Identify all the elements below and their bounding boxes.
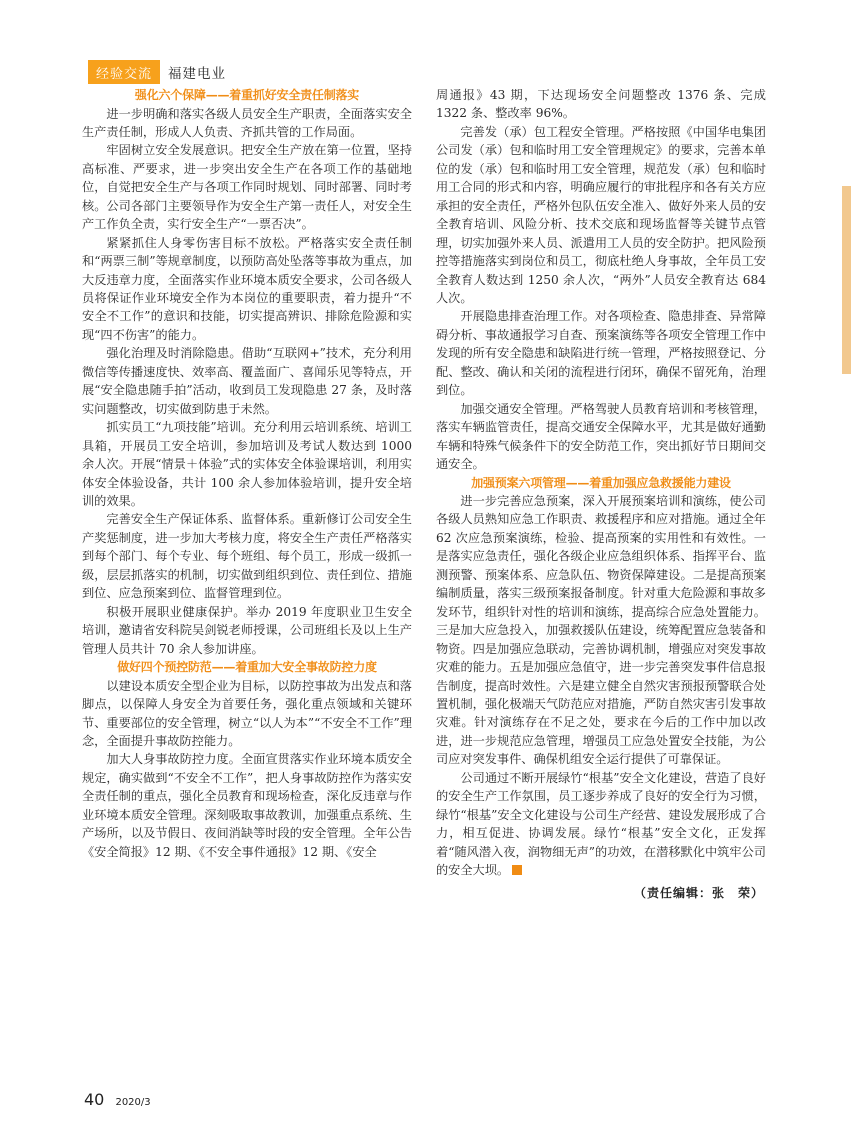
body-paragraph: 牢固树立安全发展意识。把安全生产放在第一位置，坚持高标准、严要求，进一步突出安全生产在各项工作的基础地位，自觉把安全生产与各项工作同时规划、同时部署、同时考核。公司各部门主要领导作为安全生产第一责任人，对安全生产工作负全责，实行安全生产“一票否决”。	[82, 143, 412, 232]
body-paragraph: 紧紧抓住人身零伤害目标不放松。严格落实安全责任制和“两票三制”等规章制度，以预防高处坠落等事故为重点，加大反违章力度，全面落实作业环境本质安全要求，公司各级人员将保证作业环境安全作为本岗位的重要职责，着力提升“不安全不工作”的意识和技能，切实提高辨识、排除危险源和实现“四不伤害”的能力。	[82, 235, 412, 342]
body-paragraph: 进一步明确和落实各级人员安全生产职责，全面落实安全生产责任制，形成人人负责、齐抓共管的工作局面。	[82, 106, 412, 139]
editor-credit: （责任编辑：张 荣）	[633, 885, 764, 900]
section-heading: 加强预案六项管理——着重加强应急救援能力建设	[471, 475, 731, 490]
page-edge-tab	[842, 186, 851, 374]
body-paragraph: 进一步完善应急预案，深入开展预案培训和演练，使公司各级人员熟知应急工作职责、救援程序和应对措施。通过全年 62 次应急预案演练，检验、提高预案的实用性和有效性。一是落实应急责任，强化各级企业应急组织体系、指挥平台、监测预警、预案体系、应急队伍、物资保障建设。二是提高预案编制质量，落实三级预案报备制度。针对重大危险源和事故多发环节，组织针对性的培训和演练，提高综合应急处置能力。三是加大应急投入，加强救援队伍建设，统筹配置应急装备和物资。四是加强应急联动，完善协调机制，增强应对突发事故灾难的能力。五是加强应急值守，进一步完善突发事件信息报告制度，提高时效性。六是建立健全自然灾害预报预警联合处置机制，强化极端天气防范应对措施，严防自然灾害引发事故灾难。针对演练存在不足之处，要求在今后的工作中加以改进，进一步规范应急管理，增强员工应急处置安全技能，为公司应对突发事件、确保机组安全运行提供了可靠保证。	[436, 494, 766, 767]
page-number: 40	[84, 1090, 105, 1109]
body-paragraph: 公司通过不断开展绿竹“根基”安全文化建设，营造了良好的安全生产工作氛围，员工逐步养成了良好的安全行为习惯，绿竹“根基”安全文化建设与公司生产经营、建设发展形成了合力，相互促进、协调发展。绿竹“根基”安全文化，正发挥着“随风潜入夜，润物细无声”的功效，在潜移默化中筑牢公司的安全大坝。	[436, 770, 766, 878]
body-paragraph: 抓实员工“九项技能”培训。充分利用云培训系统、培训工具箱，开展员工安全培训，参加培训及考试人数达到 1000 余人次。开展“情景＋体验”式的实体安全体验课培训，利用实体安全体验设备，共计 100 余人参加体验培训，提升安全培训的效果。	[82, 420, 412, 509]
issue-date: 2020/3	[115, 1097, 151, 1108]
body-paragraph: 强化治理及时消除隐患。借助“互联网+”技术，充分利用微信等传播速度快、效率高、覆盖面广、喜闻乐见等特点，开展“安全隐患随手拍”活动，收到员工发现隐患 27 条，及时落实问题整改，切实做到防患于未然。	[82, 346, 412, 416]
section-heading: 做好四个预控防范——着重加大安全事故防控力度	[117, 660, 377, 675]
section-heading: 强化六个保障——着重抓好安全责任制落实	[134, 88, 360, 102]
body-paragraph: 积极开展职业健康保护。举办 2019 年度职业卫生安全培训，邀请省安科院吴剑锐老师授课，公司班组长及以上生产管理人员共计 70 余人参加讲座。	[82, 604, 412, 656]
body-paragraph: 加大人身事故防控力度。全面宣贯落实作业环境本质安全规定，确实做到“不安全不工作”，把人身事故防控作为落实安全责任制的重点，强化全员教育和现场检查，深化反违章与作业环境本质安全管理。深刻吸取事故教训，加强重点系统、生产场所，以及节假日、夜间消缺等时段的安全管理。全年公告《安全简报》12 期、《不安全事件通报》12 期、《安全	[82, 752, 412, 859]
body-paragraph: 加强交通安全管理。严格驾驶人员教育培训和考核管理，落实车辆监管责任，提高交通安全保障水平，尤其是做好通勤车辆和特殊气候条件下的安全防范工作，突出抓好节日期间交通安全。	[436, 401, 766, 472]
page-header	[88, 60, 226, 84]
page-footer	[84, 1090, 151, 1109]
body-paragraph: 开展隐患排查治理工作。对各项检查、隐患排查、异常障碍分析、事故通报学习自查、预案演练等各项安全管理工作中发现的所有安全隐患和缺陷进行统一管理，严格按照登记、分配、整改、确认和关闭的流程进行闭环，确保不留死角，治理到位。	[436, 309, 766, 398]
body-paragraph: 周通报》43 期，下达现场安全问题整改 1376 条、完成 1322 条、整改率 96%。	[436, 88, 766, 121]
right-column	[436, 86, 766, 901]
section-tag: 经验交流	[88, 60, 160, 84]
end-mark-icon	[512, 865, 522, 875]
body-paragraph: 以建设本质安全型企业为目标，以防控事故为出发点和落脚点，以保障人身安全为首要任务，强化重点领域和关键环节、重要部位的安全管理，树立“以人为本”“不安全不工作”理念，全面提升事故防控能力。	[82, 678, 412, 748]
publication-name: 福建电业	[168, 66, 227, 82]
body-paragraph: 完善发（承）包工程安全管理。严格按照《中国华电集团公司发（承）包和临时用工安全管理规定》的要求，完善本单位的发（承）包和临时用工安全管理，规范发（承）包和临时用工合同的形式和内容，明确应履行的审批程序和各有关方应承担的安全责任，严格外包队伍安全准入、做好外来人员的安全教育培训、风险分析、技术交底和现场监督等关键节点管理，切实加强外来人员、派遣用工人员的安全防护。把风险预控等措施落实到岗位和员工，彻底杜绝人身事故，全年员工安全教育人数达到 1250 余人次，“两外”人员安全教育达 684 人次。	[436, 124, 766, 305]
body-paragraph: 完善安全生产保证体系、监督体系。重新修订公司安全生产奖惩制度，进一步加大考核力度，将安全生产责任严格落实到每个部门、每个专业、每个班组、每个员工，形成一级抓一级，层层抓落实的机制，切实做到组织到位、责任到位、措施到位、应急预案到位、监督管理到位。	[82, 512, 412, 601]
left-column	[82, 86, 412, 861]
